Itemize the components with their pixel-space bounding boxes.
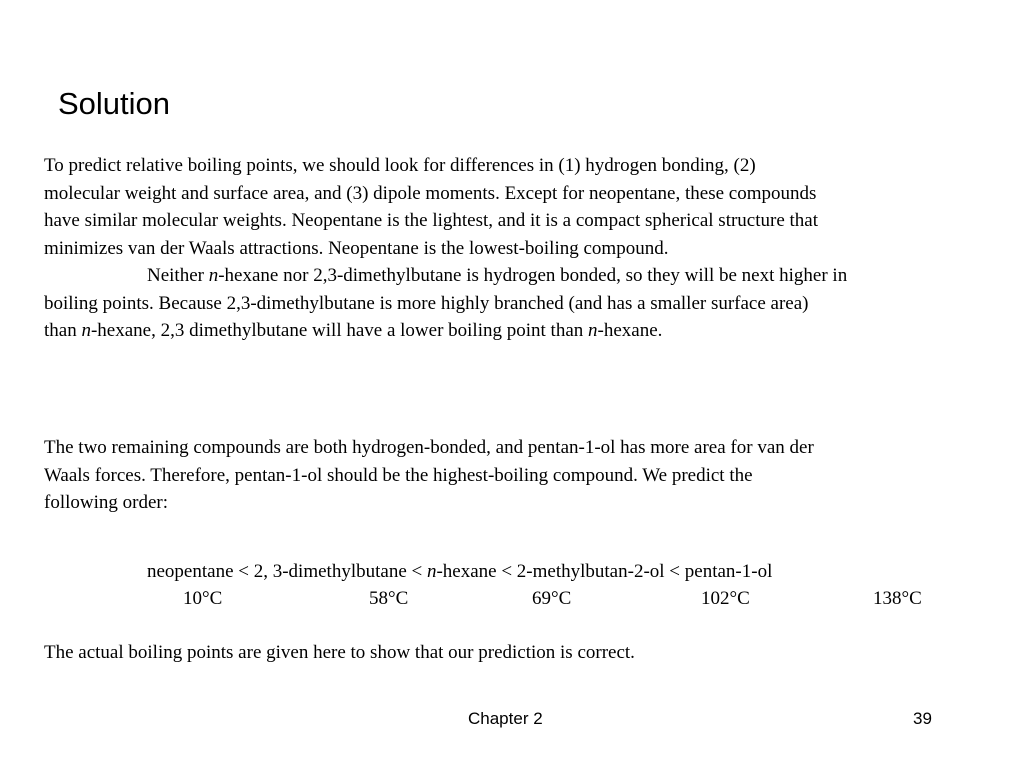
text-line-indented: Neither n-hexane nor 2,3-dimethylbutane is hydrogen bonded, so they will be next higher in [147, 265, 848, 286]
boiling-point-order: neopentane < 2, 3-dimethylbutane < n-hexane < 2-methylbutan-2-ol < pentan-1-ol [147, 561, 773, 582]
text-line: have similar molecular weights. Neopentane is the lightest, and it is a compact spherical structure that [44, 210, 819, 231]
text-line: following order: [44, 492, 169, 513]
paragraph-boiling-point-reasoning [44, 152, 994, 345]
temperature-pentanol: 138°C [873, 588, 922, 609]
italic-n: n [426, 561, 437, 582]
text-line: minimizes van der Waals attractions. Neopentane is the lowest-boiling compound. [44, 237, 669, 259]
italic-n: n [208, 265, 219, 286]
paragraph-actual-boiling-points: The actual boiling points are given here to show that our prediction is correct. [44, 642, 635, 663]
footer-page-number: 39 [913, 709, 932, 728]
temperature-methylbutanol: 102°C [701, 588, 750, 609]
temperature-n-hexane: 69°C [532, 588, 572, 609]
temperature-dimethylbutane: 58°C [369, 588, 409, 609]
italic-n: n [588, 320, 598, 341]
text-line: boiling points. Because 2,3-dimethylbutane is more highly branched (and has a smaller surface area) [44, 292, 809, 314]
temperature-neopentane: 10°C [183, 588, 223, 609]
text-line: molecular weight and surface area, and (3) dipole moments. Except for neopentane, these compounds [44, 182, 817, 204]
text-line: than n-hexane, 2,3 dimethylbutane will have a lower boiling point than n-hexane. [44, 320, 663, 341]
text-line: To predict relative boiling points, we should look for differences in (1) hydrogen bonding, (2) [44, 155, 756, 176]
italic-n: n [81, 320, 91, 341]
slide-title: Solution [58, 86, 171, 121]
text-line: The two remaining compounds are both hydrogen-bonded, and pentan-1-ol has more area for van der [44, 437, 814, 458]
text-line: Waals forces. Therefore, pentan-1-ol should be the highest-boiling compound. We predict the [44, 464, 753, 486]
paragraph-hydrogen-bonded-compounds [44, 434, 994, 517]
footer-chapter: Chapter 2 [468, 709, 543, 728]
